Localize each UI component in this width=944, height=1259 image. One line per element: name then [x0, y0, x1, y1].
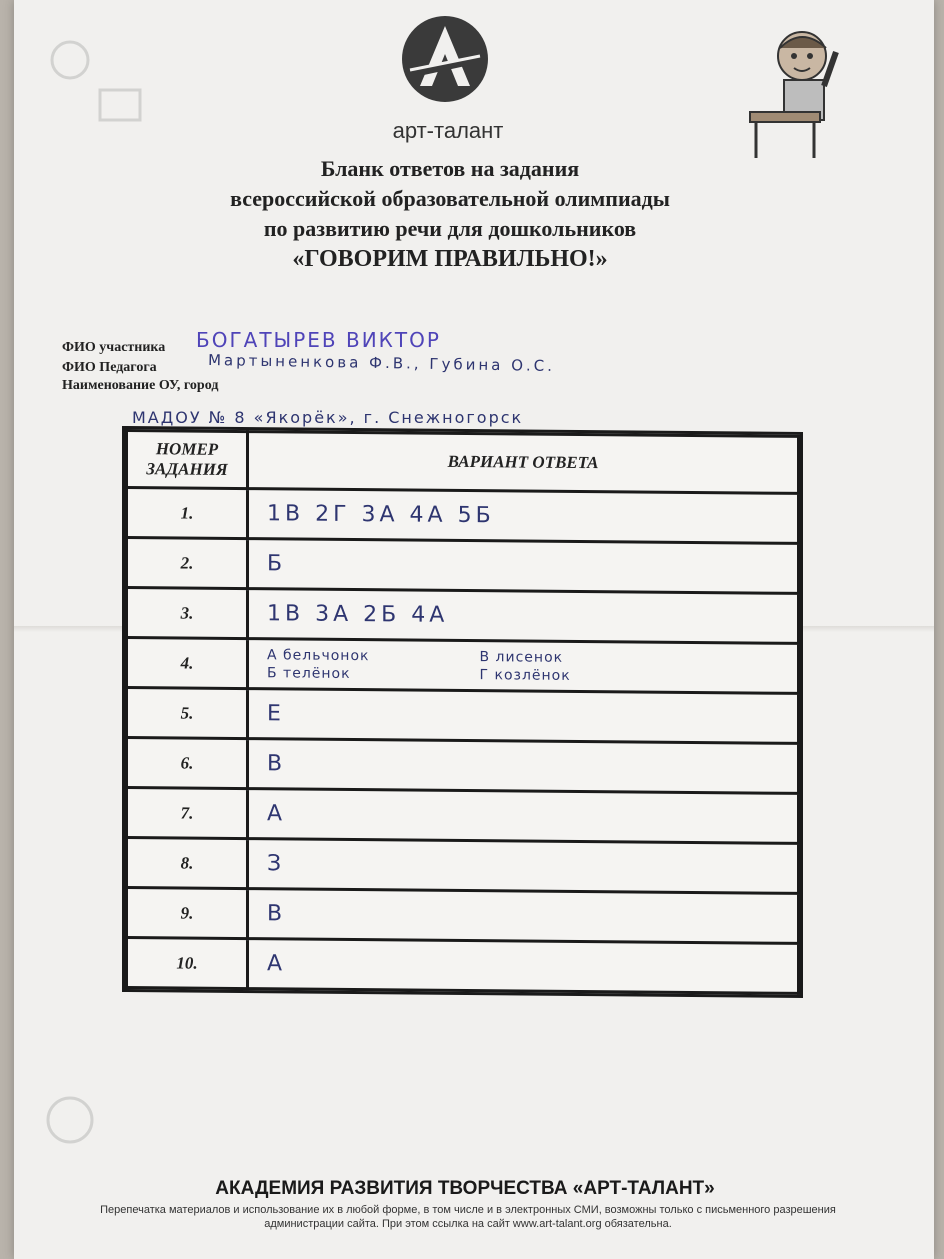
sheet-title [100, 154, 800, 274]
table-header [127, 431, 799, 494]
task-number: 3. [127, 588, 248, 639]
school-value: МАДОУ № 8 «Якорёк», г. Снежногорск [132, 408, 524, 427]
task-number: 9. [127, 888, 248, 939]
task-number: 6. [127, 738, 248, 789]
answer-text: Б [267, 551, 287, 577]
title-line-3: по развитию речи для дошкольников [263, 216, 637, 241]
answer-cell[interactable] [248, 539, 799, 594]
participant-label: ФИО участника [62, 340, 166, 355]
title-line-4: «ГОВОРИМ ПРАВИЛЬНО!» [292, 246, 608, 272]
table-row [127, 738, 799, 794]
art-talant-logo-icon [400, 14, 490, 104]
task-number: 1. [127, 488, 248, 539]
answer-cell[interactable] [248, 589, 799, 644]
task-number: 7. [127, 788, 248, 839]
table-row [127, 488, 799, 544]
table-row [127, 788, 799, 844]
answer-cell[interactable] [248, 939, 799, 994]
table-row [127, 538, 799, 594]
answer-cell[interactable] [248, 639, 799, 694]
doodle-icon [40, 30, 160, 150]
table-row [127, 888, 799, 944]
table-row [127, 638, 799, 694]
table-row [127, 588, 799, 644]
answer-cell[interactable] [248, 789, 799, 844]
teacher-label: ФИО Педагога [62, 360, 157, 375]
answer-text: З [267, 851, 286, 877]
school-label: Наименование ОУ, город [62, 378, 219, 393]
table-row [127, 838, 799, 894]
answer-text: 1В 2Г 3А 4А 5Б [267, 501, 495, 529]
teacher-value: Мартыненкова Ф.В., Губина О.С. [207, 350, 556, 376]
answer-text: 1В 3А 2Б 4А [267, 601, 449, 628]
column-answer-header: ВАРИАНТ ОТВЕТА [248, 432, 799, 494]
answer-text: В лисенок [479, 648, 564, 666]
answer-cell[interactable] [248, 889, 799, 944]
answer-text: Е [267, 701, 285, 727]
footer-note: Перепечатка материалов и использование их в любой форме, в том числе и в электронных СМИ, возможны только с письменного разрешения администрации сайта. При этом ссылка на сайт www.art-talant.org обязательна. [100, 1204, 836, 1230]
participant-value: БОГАТЫРЕВ ВИКТОР [196, 328, 441, 352]
answer-text: Г козлёнок [479, 666, 571, 684]
task-number: 10. [127, 938, 248, 989]
answer-text: Б телёнок [267, 664, 351, 682]
answer-text: В [267, 901, 287, 927]
table-row [127, 938, 799, 994]
boy-at-desk-icon [744, 26, 840, 166]
doodle-icon [30, 1080, 130, 1180]
table-row [127, 688, 799, 744]
task-number: 4. [127, 638, 248, 689]
answer-cell[interactable] [248, 689, 799, 744]
answer-text: А бельчонок [267, 646, 370, 664]
answer-cell[interactable] [248, 489, 799, 544]
task-number: 8. [127, 838, 248, 889]
answer-text: А [267, 801, 287, 827]
task-number: 5. [127, 688, 248, 739]
column-number-header: НОМЕР ЗАДАНИЯ [127, 431, 248, 489]
footer-title: АКАДЕМИЯ РАЗВИТИЯ ТВОРЧЕСТВА «АРТ-ТАЛАНТ» [215, 1178, 715, 1199]
brand-name: арт-талант [392, 118, 504, 143]
answer-cell[interactable] [248, 739, 799, 794]
answers-table [122, 426, 803, 998]
answer-text: В [267, 751, 287, 777]
title-line-2: всероссийской образовательной олимпиады [230, 186, 670, 211]
title-line-1: Бланк ответов на задания [320, 156, 580, 181]
answer-two-columns [267, 646, 797, 687]
task-number: 2. [127, 538, 248, 589]
answer-cell[interactable] [248, 839, 799, 894]
answer-text: А [267, 951, 287, 977]
